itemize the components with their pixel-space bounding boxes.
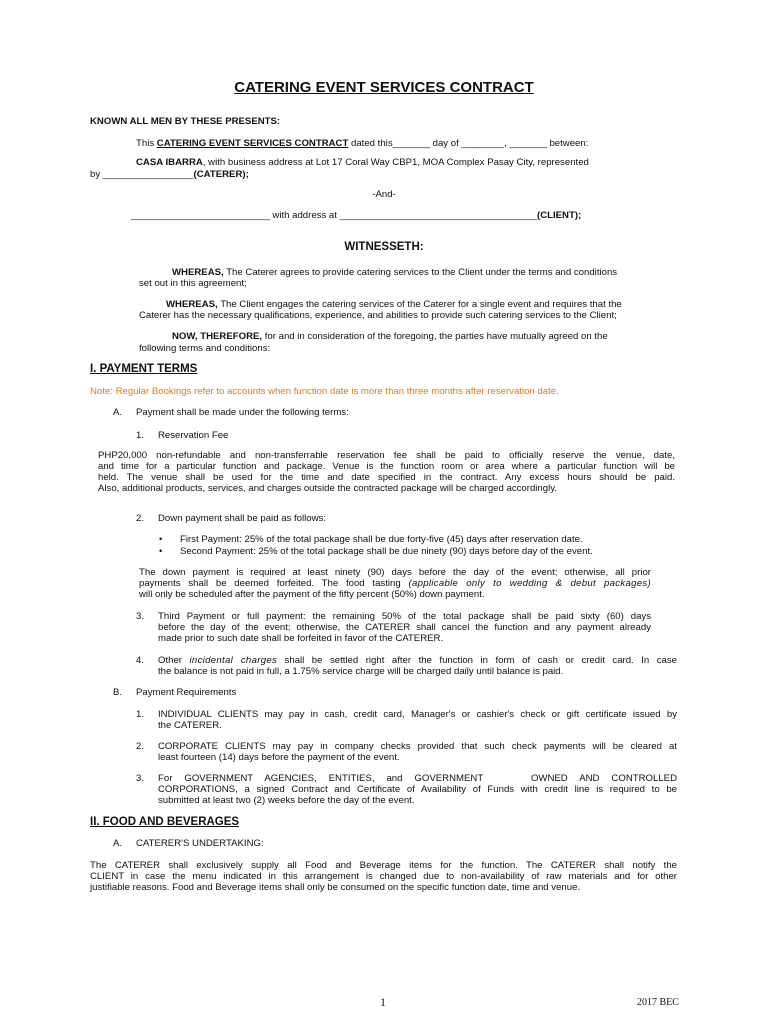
down-line2-italic: (applicable only to wedding & debut packages) xyxy=(408,578,651,589)
req-1-paragraph xyxy=(158,709,677,731)
item-4-italic: incidental charges xyxy=(189,655,278,666)
whereas1-line1 xyxy=(172,267,617,278)
req-1-label: 1. xyxy=(136,709,145,720)
caterer-undertaking-text: CATERER'S UNDERTAKING: xyxy=(136,838,264,849)
req-3-line: submitted at least two (2) weeks before the day of the event. xyxy=(158,795,415,806)
bullet-first-payment: First Payment: 25% of the total package shall be due forty-five (45) days after reservation date. xyxy=(180,534,583,545)
caterer-address: , with business address at Lot 17 Coral Way CBP1, MOA Complex Pasay City, represented xyxy=(202,157,589,168)
food-paragraph xyxy=(90,860,677,893)
item-3-paragraph xyxy=(158,611,651,644)
req-3-line: For GOVERNMENT AGENCIES, ENTITIES, and GOVERNMENT OWNED AND CONTROLLED xyxy=(158,773,677,784)
whereas1-bold: WHEREAS, xyxy=(172,267,224,278)
section-payment-terms: I. PAYMENT TERMS xyxy=(90,363,198,375)
and-separator: -And- xyxy=(372,189,396,200)
down-line xyxy=(139,578,651,589)
now-therefore-bold: NOW, THEREFORE, xyxy=(172,331,263,342)
item-4-line: the balance is not paid in full, a 1.75% service charge will be charged daily until balance is paid. xyxy=(158,666,564,677)
bullet-item xyxy=(159,534,171,545)
now-therefore-text2: following terms and conditions: xyxy=(139,343,271,354)
whereas2-bold: WHEREAS, xyxy=(166,299,218,310)
req-2-line: least fourteen (14) days before the payment of the event. xyxy=(158,752,400,763)
item-2-text: Down payment shall be paid as follows: xyxy=(158,513,326,524)
food-line: CLIENT in case the menu indicated in this arrangement is changed due to non-availability of raw materials and for other xyxy=(90,871,677,882)
client-line xyxy=(131,210,581,221)
document-title: CATERING EVENT SERVICES CONTRACT xyxy=(234,79,534,96)
item-4-paragraph xyxy=(158,655,677,677)
known-all-men-heading: KNOWN ALL MEN BY THESE PRESENTS: xyxy=(90,116,281,127)
reservation-paragraph xyxy=(98,450,675,494)
caterer-role: (CATERER); xyxy=(193,169,249,180)
client-blank: __________________________ with address at _____________________________________ xyxy=(131,210,537,221)
whereas2-text1: The Client engages the catering services of the Caterer for a single event and requires that the xyxy=(217,299,622,310)
req-3-label: 3. xyxy=(136,773,145,784)
item-3-line: before the day of the event; otherwise, the CATERER shall cancel the function and any payment already xyxy=(158,622,651,633)
intro-contract-name: CATERING EVENT SERVICES CONTRACT xyxy=(156,138,349,149)
reservation-line: Also, additional products, services, and charges outside the contracted package will be charged accordingly. xyxy=(98,483,557,494)
item-4-label: 4. xyxy=(136,655,145,666)
item-2-label: 2. xyxy=(136,513,145,524)
down-payment-paragraph xyxy=(139,567,651,600)
down-line: will only be scheduled after the payment of the fifty percent (50%) down payment. xyxy=(139,589,485,600)
intro-post: dated this_______ day of ________, _______ between: xyxy=(348,138,589,149)
caterer-name: CASA IBARRA xyxy=(136,157,203,168)
now-therefore-text1: for and in consideration of the foregoing, the parties have mutually agreed on the xyxy=(262,331,608,342)
down-line2-pre: payments shall be deemed forfeited. The food tasting xyxy=(139,578,409,589)
item-a-text: Payment shall be made under the following terms: xyxy=(136,407,349,418)
item-4-post: shall be settled right after the function in form of cash or credit card. In case xyxy=(277,655,677,666)
item-1-text: Reservation Fee xyxy=(158,430,229,441)
whereas1-text1: The Caterer agrees to provide catering services to the Client under the terms and conditions xyxy=(223,267,618,278)
item-4-pre: Other xyxy=(158,655,190,666)
item-b-label: B. xyxy=(113,687,123,698)
witnesseth-heading: WITNESSETH: xyxy=(344,241,424,253)
caterer-undertaking-label: A. xyxy=(113,838,123,849)
req-2-paragraph xyxy=(158,741,677,763)
caterer-rep-blank: by _________________ xyxy=(90,169,194,180)
req-2-line: CORPORATE CLIENTS may pay in company checks provided that such check payments will be cleared at xyxy=(158,741,677,752)
food-line: justifiable reasons. Food and Beverage items shall only be consumed on the specific function date, time and venue. xyxy=(90,882,581,893)
reservation-line: held. The venue shall be used for the time and date specified in the contract. Any excess hours should be paid. xyxy=(98,472,675,483)
item-a-label: A. xyxy=(113,407,123,418)
client-role: (CLIENT); xyxy=(537,210,582,221)
footer-code: 2017 BEC xyxy=(637,997,679,1008)
item-b-text: Payment Requirements xyxy=(136,687,237,698)
now-therefore-line1 xyxy=(172,331,608,342)
item-3-line: made prior to such date shall be forfeited in favor of the CATERER. xyxy=(158,633,444,644)
item-4-line xyxy=(158,655,677,666)
whereas2-line1 xyxy=(166,299,622,310)
bullet-icon: • xyxy=(159,534,163,545)
whereas1-text2: set out in this agreement; xyxy=(139,278,247,289)
intro-line xyxy=(136,138,588,149)
down-line: The down payment is required at least ninety (90) days before the day of the event; otherwise, all prior xyxy=(139,567,651,578)
reservation-line: PHP20,000 non-refundable and non-transferrable reservation fee shall be paid to officially reserve the venue, date, xyxy=(98,450,675,461)
section-food-and-beverages: II. FOOD AND BEVERAGES xyxy=(90,816,240,828)
item-3-line: Third Payment or full payment: the remaining 50% of the total package shall be paid sixty (60) days xyxy=(158,611,651,622)
req-3-paragraph xyxy=(158,773,677,806)
bullet-item xyxy=(159,546,171,557)
whereas2-text2: Caterer has the necessary qualifications, experience, and abilities to provide such catering services to the Client; xyxy=(139,310,617,321)
req-1-line: INDIVIDUAL CLIENTS may pay in cash, credit card, Manager's or cashier's check or gift certificate issued by xyxy=(158,709,677,720)
caterer-line xyxy=(136,157,589,168)
item-1-label: 1. xyxy=(136,430,145,441)
req-1-line: the CATERER. xyxy=(158,720,222,731)
reservation-line: and time for a particular function and package. Venue is the function room or area where a particular function will be xyxy=(98,461,675,472)
item-3-label: 3. xyxy=(136,611,145,622)
intro-pre: This xyxy=(136,138,157,149)
req-2-label: 2. xyxy=(136,741,145,752)
bullet-second-payment: Second Payment: 25% of the total package shall be due ninety (90) days before day of the event. xyxy=(180,546,593,557)
page-number: 1 xyxy=(380,995,386,1009)
req-3-line: CORPORATIONS, a signed Contract and Certificate of Availability of Funds with credit line is required to be xyxy=(158,784,677,795)
caterer-represented-line xyxy=(90,169,249,180)
bullet-icon: • xyxy=(159,546,163,557)
food-line: The CATERER shall exclusively supply all Food and Beverage items for the function. The CATERER shall notify the xyxy=(90,860,677,871)
regular-bookings-note: Note: Regular Bookings refer to accounts when function date is more than three months after reservation date. xyxy=(90,386,559,397)
